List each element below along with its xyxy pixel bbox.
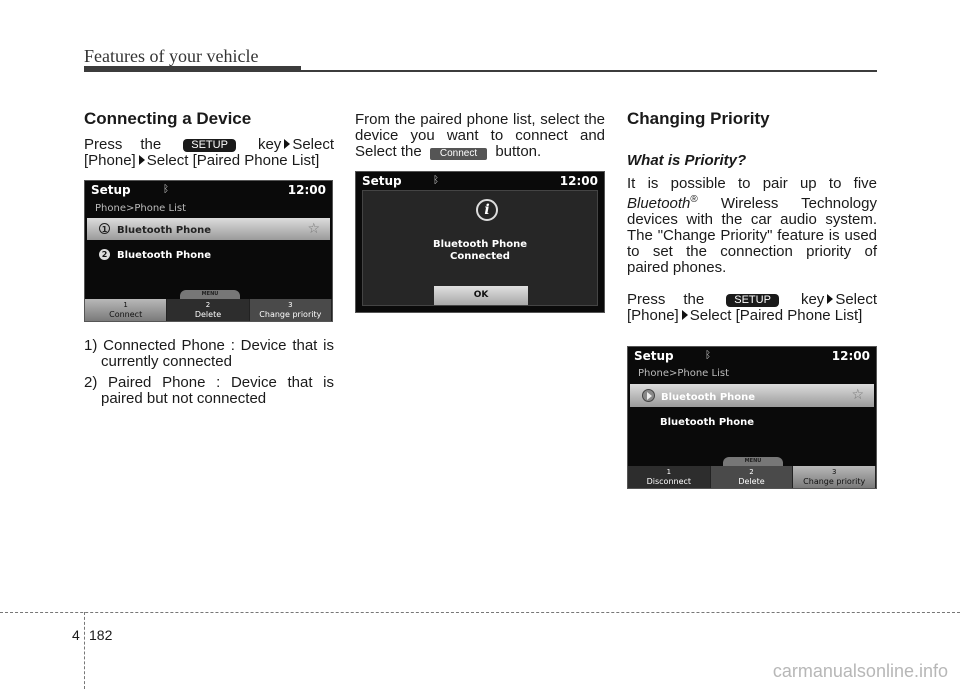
screen-clock: 12:00 (559, 174, 598, 188)
bluetooth-text: Bluetooth (627, 195, 691, 212)
note-item (84, 338, 334, 370)
note-number: 2) (84, 374, 98, 391)
chapter-number: 4 (72, 627, 80, 643)
popup-dialog (362, 190, 598, 306)
text-line: to set the connection priority of (627, 243, 877, 260)
play-icon (642, 389, 655, 402)
phone-list-item[interactable] (630, 384, 874, 407)
phone-name: Bluetooth Phone (117, 250, 212, 261)
note-text: currently connected (101, 353, 232, 370)
header-rule-thin (301, 70, 877, 72)
text-line (355, 144, 605, 160)
instruction-line-2 (84, 153, 334, 169)
phone-list-item[interactable] (87, 218, 330, 240)
phone-name: Bluetooth Phone (661, 392, 756, 403)
text-key: key (800, 291, 825, 308)
text-line (627, 192, 877, 212)
bluetooth-icon: ᛒ (433, 175, 439, 186)
phone-list-item[interactable] (99, 249, 211, 261)
connect-softkey[interactable]: 1 Connect (85, 299, 167, 321)
delete-softkey[interactable]: 2 Delete (167, 299, 249, 321)
bluetooth-icon: ᛒ (163, 184, 169, 195)
note-text: paired but not connected (101, 390, 267, 407)
text-phone: [Phone] (627, 307, 679, 324)
text-line: paired phones. (627, 259, 727, 276)
section-heading-connecting: Connecting a Device (84, 109, 252, 128)
change-priority-softkey[interactable]: 3 Change priority (793, 466, 876, 488)
text-line: It is possible to pair up to five (627, 175, 877, 192)
connect-key: Connect (430, 148, 487, 160)
text-select-the: Select the (355, 143, 422, 160)
head-unit-screen-change-priority (627, 346, 877, 489)
delete-softkey[interactable]: 2 Delete (711, 466, 794, 488)
ok-button[interactable]: OK (434, 286, 528, 305)
text-wireless: Wireless Technology (720, 195, 877, 212)
text-phone: [Phone] (84, 152, 136, 169)
column-connecting (84, 108, 334, 169)
screen-breadcrumb: Phone>Phone List (95, 203, 186, 214)
setup-key: SETUP (726, 294, 779, 307)
note-number: 1) (84, 337, 98, 354)
text-select: Select (292, 136, 335, 153)
section-heading-priority: Changing Priority (627, 109, 770, 128)
column-priority (627, 108, 877, 324)
subheading-what-is-priority: What is Priority? (627, 152, 747, 169)
text-select-paired: Select [Paired Phone List] (146, 152, 320, 169)
text-select-paired: Select [Paired Phone List] (689, 307, 863, 324)
text-line: device you want to connect and (355, 127, 605, 144)
phone-name: Bluetooth Phone (660, 417, 755, 428)
screen-title: Setup (634, 349, 674, 363)
column-connect-instruction (355, 112, 605, 160)
instruction-line-1 (627, 292, 877, 308)
text-line: devices with the car audio system. (627, 211, 877, 228)
page-number: 182 (89, 627, 113, 643)
softkey-bar (85, 299, 332, 321)
screen-title: Setup (91, 183, 131, 197)
screen-breadcrumb: Phone>Phone List (638, 368, 729, 379)
footer-rule (0, 612, 960, 613)
arrow-right-icon (682, 310, 688, 320)
instruction-line-2 (627, 308, 877, 324)
star-icon: ☆ (307, 221, 320, 237)
screen-clock: 12:00 (831, 349, 870, 363)
change-priority-softkey[interactable]: 3 Change priority (250, 299, 332, 321)
connected-badge: 1 (99, 223, 110, 234)
info-icon: i (476, 199, 498, 221)
text-press: Press the (84, 136, 162, 153)
disconnect-softkey[interactable]: 1 Disconnect (628, 466, 711, 488)
registered-mark: ® (690, 194, 698, 205)
note-text: Paired Phone : Device that is (108, 374, 334, 391)
notes-list (84, 338, 334, 407)
popup-message: Bluetooth Phone (432, 239, 528, 250)
setup-key: SETUP (183, 139, 236, 152)
popup-message: Connected (450, 251, 510, 262)
watermark-text: carmanualsonline.info (772, 661, 948, 681)
text-press: Press the (627, 291, 705, 308)
note-item (84, 375, 334, 407)
arrow-right-icon (139, 155, 145, 165)
page-header-title: Features of your vehicle (84, 46, 259, 66)
arrow-right-icon (827, 294, 833, 304)
head-unit-screen-phone-list (84, 180, 333, 322)
note-text: Connected Phone : Device that is (103, 337, 334, 354)
paired-badge: 2 (99, 249, 110, 260)
bluetooth-icon: ᛒ (705, 350, 711, 361)
text-line: The "Change Priority" feature is used (627, 227, 877, 244)
arrow-right-icon (284, 139, 290, 149)
text-key: key (257, 136, 282, 153)
screen-clock: 12:00 (287, 183, 326, 197)
text-select: Select (835, 291, 878, 308)
phone-name: Bluetooth Phone (117, 225, 212, 236)
menu-tab[interactable]: MENU (180, 290, 240, 299)
footer-divider (84, 612, 85, 689)
menu-tab[interactable]: MENU (723, 457, 783, 466)
header-rule-thick (84, 66, 301, 72)
text-button: button. (495, 143, 542, 160)
head-unit-screen-connected (355, 171, 605, 313)
text-line: From the paired phone list, select the (355, 111, 605, 128)
softkey-bar (628, 466, 876, 488)
star-icon: ☆ (851, 387, 864, 403)
phone-list-item[interactable] (660, 417, 754, 428)
screen-title: Setup (362, 174, 402, 188)
instruction-line-1 (84, 137, 334, 153)
